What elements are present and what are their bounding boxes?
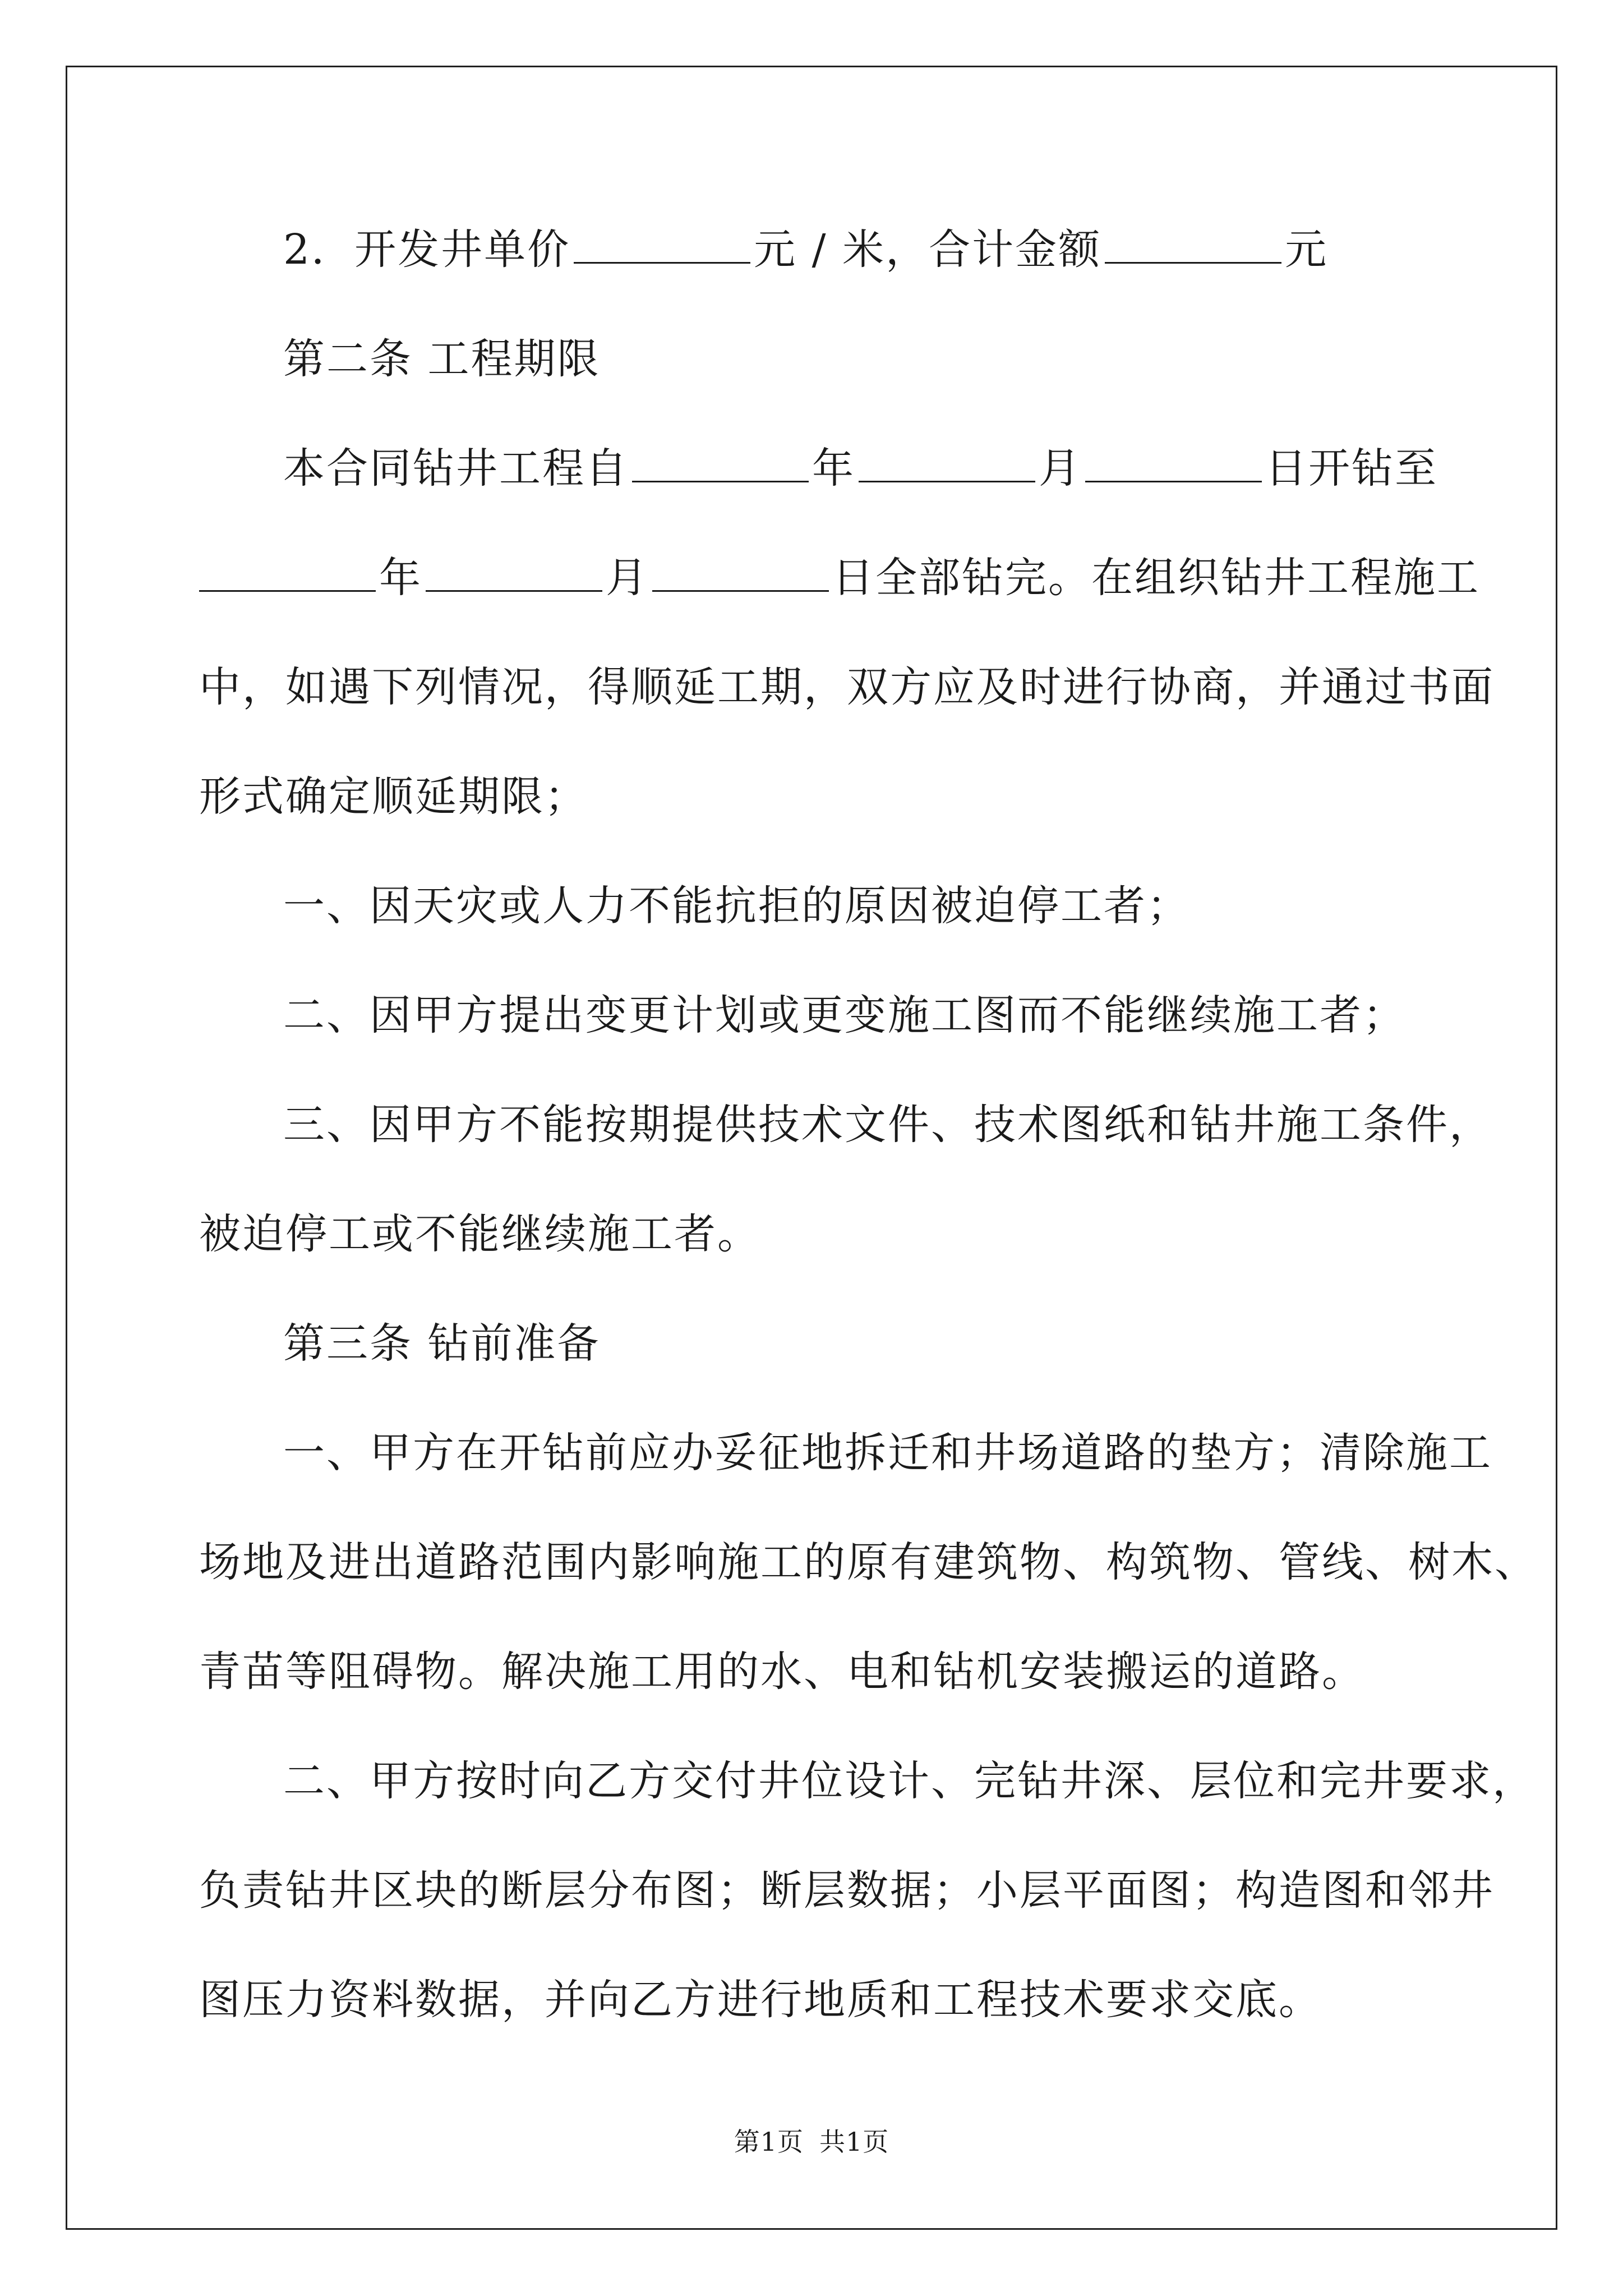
prep-item-1-line2: 场地及进出道路范围内影响施工的原有建筑物、构筑物、管线、树木、 bbox=[199, 1538, 1538, 1586]
heading-article-3: 第三条 钻前准备 bbox=[283, 1319, 601, 1368]
prep-item-2-line3: 图压力资料数据，并向乙方进行地质和工程技术要求交底。 bbox=[199, 1976, 1322, 2024]
blank-line bbox=[859, 444, 1035, 482]
page-footer bbox=[0, 2122, 1623, 2159]
heading-article-2: 第二条 工程期限 bbox=[283, 335, 601, 383]
text-segment: 本合同钻井工程自 bbox=[283, 444, 629, 493]
text-segment: 年 bbox=[379, 554, 422, 602]
list-item-3-line2: 被迫停工或不能继续施工者。 bbox=[199, 1210, 760, 1258]
page-number: 第1页 bbox=[734, 2127, 804, 2157]
paragraph-unit-price bbox=[283, 222, 1328, 278]
blank-line bbox=[574, 225, 750, 264]
blank-line bbox=[652, 553, 829, 592]
prep-item-1-line3: 青苗等阻碍物。解决施工用的水、电和钻机安装搬运的道路。 bbox=[199, 1648, 1365, 1696]
paragraph-duration-line2 bbox=[199, 550, 1480, 606]
blank-line bbox=[632, 444, 809, 482]
blank-line bbox=[426, 553, 602, 592]
text-segment: 元 bbox=[1285, 226, 1329, 274]
blank-line bbox=[199, 553, 376, 592]
prep-item-2-line1: 二、甲方按时向乙方交付井位设计、完钻井深、层位和完井要求， bbox=[283, 1757, 1536, 1805]
text-segment: 月 bbox=[606, 554, 649, 602]
list-item-1: 一、因天灾或人力不能抗拒的原因被迫停工者； bbox=[283, 882, 1190, 930]
blank-line bbox=[1085, 444, 1262, 482]
list-item-2: 二、因甲方提出变更计划或更变施工图而不能继续施工者； bbox=[283, 991, 1406, 1039]
text-segment: 元 / 米，合计金额 bbox=[754, 226, 1102, 274]
blank-line bbox=[1105, 225, 1281, 264]
text-segment: 日开钻至 bbox=[1265, 444, 1438, 493]
paragraph-duration-line1 bbox=[283, 440, 1438, 496]
text-segment: 月 bbox=[1039, 444, 1082, 493]
text-segment: 2．开发井单价 bbox=[283, 226, 571, 274]
prep-item-1-line1: 一、甲方在开钻前应办妥征地拆迁和井场道路的垫方；清除施工 bbox=[283, 1429, 1492, 1477]
paragraph-duration-line4: 形式确定顺延期限； bbox=[199, 772, 588, 821]
list-item-3-line1: 三、因甲方不能按期提供技术文件、技术图纸和钻井施工条件， bbox=[283, 1101, 1492, 1149]
text-segment: 日全部钻完。在组织钻井工程施工 bbox=[832, 554, 1480, 602]
text-segment: 年 bbox=[812, 444, 855, 493]
page-total: 共1页 bbox=[819, 2127, 889, 2157]
paragraph-duration-line3: 中，如遇下列情况，得顺延工期，双方应及时进行协商，并通过书面 bbox=[199, 663, 1495, 711]
prep-item-2-line2: 负责钻井区块的断层分布图；断层数据；小层平面图；构造图和邻井 bbox=[199, 1866, 1495, 1915]
